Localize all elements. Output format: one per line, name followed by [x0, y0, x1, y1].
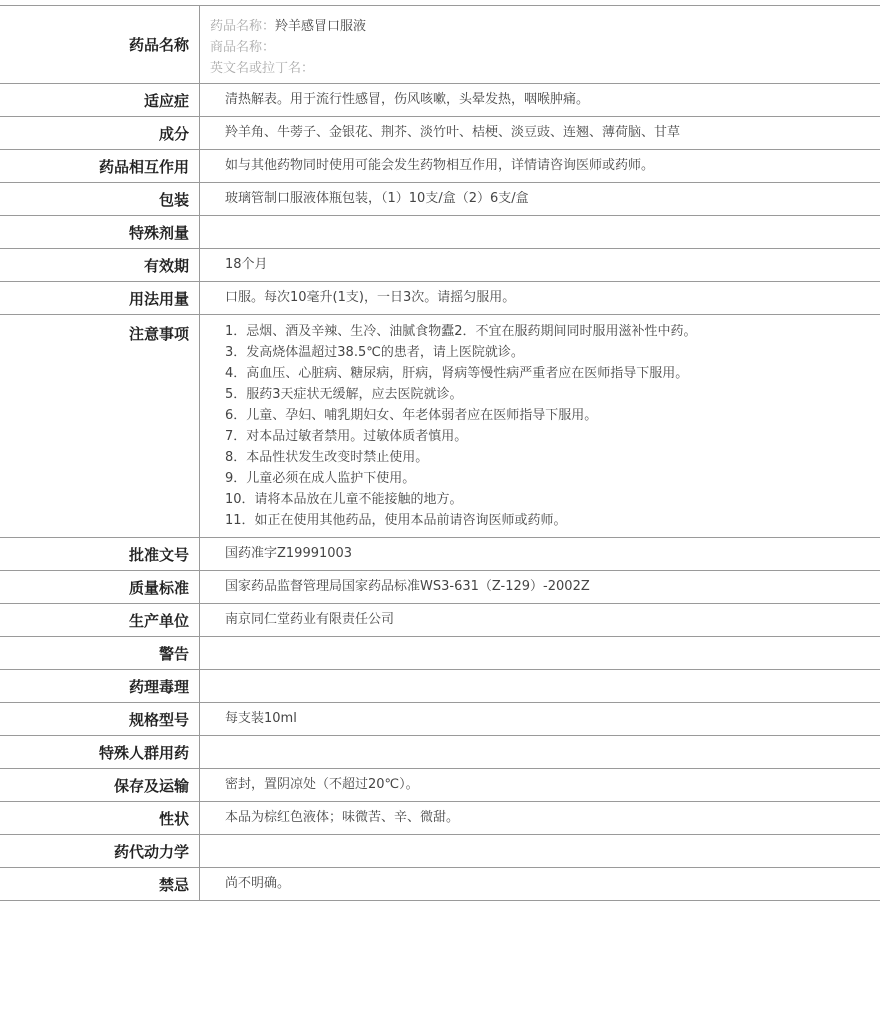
precaution-item: 6．儿童、孕妇、哺乳期妇女、年老体弱者应在医师指导下服用。: [225, 408, 598, 423]
row-pharmacokinetics: [0, 835, 880, 868]
drug-info-table: [0, 5, 880, 901]
row-value: [200, 637, 880, 669]
row-manufacturer: [0, 604, 880, 637]
precautions-list: [200, 315, 880, 537]
row-label: 药品名称: [0, 6, 200, 83]
row-value: 18个月: [225, 257, 268, 272]
row-label: 特殊剂量: [0, 216, 200, 248]
row-special-populations: [0, 736, 880, 769]
precaution-item: 8．本品性状发生改变时禁止使用。: [225, 450, 429, 465]
row-pharmacology: [0, 670, 880, 703]
precaution-item: 5．服药3天症状无缓解，应去医院就诊。: [225, 387, 463, 402]
row-label: 药品相互作用: [0, 150, 200, 182]
row-warning: [0, 637, 880, 670]
drug-name-cell: [200, 6, 880, 83]
row-precautions: [0, 315, 880, 538]
english-name-label: 英文名或拉丁名：: [210, 61, 315, 76]
row-dosage: [0, 282, 880, 315]
row-value: 密封，置阴凉处（不超过20℃）。: [225, 777, 419, 792]
row-value: [200, 216, 880, 248]
row-contraindications: [0, 868, 880, 901]
row-interactions: [0, 150, 880, 183]
row-quality-standard: [0, 571, 880, 604]
precaution-item: 3．发高烧体温超过38.5℃的患者，请上医院就诊。: [225, 345, 524, 360]
precaution-item: 10．请将本品放在儿童不能接触的地方。: [225, 492, 463, 507]
row-label: 保存及运输: [0, 769, 200, 801]
row-label: 成分: [0, 117, 200, 149]
row-value: 羚羊角、牛蒡子、金银花、荆芥、淡竹叶、桔梗、淡豆豉、连翘、薄荷脑、甘草: [225, 125, 681, 140]
row-storage: [0, 769, 880, 802]
precaution-item: 7．对本品过敏者禁用。过敏体质者慎用。: [225, 429, 468, 444]
drug-name-label: 药品名称：: [210, 19, 276, 34]
row-label: 规格型号: [0, 703, 200, 735]
row-value: [200, 835, 880, 867]
row-label: 注意事项: [0, 315, 200, 537]
drug-name-line: [210, 16, 880, 37]
row-approval-number: [0, 538, 880, 571]
row-value: 清热解表。用于流行性感冒，伤风咳嗽，头晕发热，咽喉肿痛。: [225, 92, 590, 107]
row-label: 生产单位: [0, 604, 200, 636]
row-label: 包装: [0, 183, 200, 215]
precaution-item: 1．忌烟、酒及辛辣、生冷、油腻食物蠹2．不宜在服药期间同时服用滋补性中药。: [225, 324, 697, 339]
row-label: 警告: [0, 637, 200, 669]
row-value: 本品为棕红色液体；味微苦、辛、微甜。: [225, 810, 460, 825]
precaution-item: 9．儿童必须在成人监护下使用。: [225, 471, 416, 486]
trade-name-label: 商品名称：: [210, 40, 276, 55]
row-label: 有效期: [0, 249, 200, 281]
precaution-item: 11．如正在使用其他药品，使用本品前请咨询医师或药师。: [225, 513, 567, 528]
row-ingredients: [0, 117, 880, 150]
row-value: 玻璃管制口服液体瓶包装，（1）10支/盒（2）6支/盒: [225, 191, 529, 206]
row-label: 药代动力学: [0, 835, 200, 867]
row-value: 国家药品监督管理局国家药品标准WS3-631（Z-129）-2002Z: [225, 579, 590, 594]
row-value: 南京同仁堂药业有限责任公司: [225, 612, 395, 627]
row-shelf-life: [0, 249, 880, 282]
row-value: [200, 736, 880, 768]
row-label: 质量标准: [0, 571, 200, 603]
row-value: [200, 670, 880, 702]
row-label: 批准文号: [0, 538, 200, 570]
row-label: 用法用量: [0, 282, 200, 314]
precaution-item: 4．高血压、心脏病、糖尿病，肝病，肾病等慢性病严重者应在医师指导下服用。: [225, 366, 689, 381]
row-value: 尚不明确。: [225, 876, 291, 891]
row-value: 国药准字Z19991003: [225, 546, 353, 561]
row-special-dosage: [0, 216, 880, 249]
row-packaging: [0, 183, 880, 216]
row-label: 性状: [0, 802, 200, 834]
row-label: 适应症: [0, 84, 200, 116]
row-value: 每支装10ml: [225, 711, 297, 726]
row-specification: [0, 703, 880, 736]
row-label: 特殊人群用药: [0, 736, 200, 768]
row-indications: [0, 84, 880, 117]
row-label: 禁忌: [0, 868, 200, 900]
row-value: 如与其他药物同时使用可能会发生药物相互作用，详情请咨询医师或药师。: [225, 158, 655, 173]
row-label: 药理毒理: [0, 670, 200, 702]
row-value: 口服。每次10毫升(1支)，一日3次。请摇匀服用。: [225, 290, 516, 305]
drug-name-value: 羚羊感冒口服液: [275, 19, 367, 34]
drug-name-row: [0, 6, 880, 84]
row-properties: [0, 802, 880, 835]
